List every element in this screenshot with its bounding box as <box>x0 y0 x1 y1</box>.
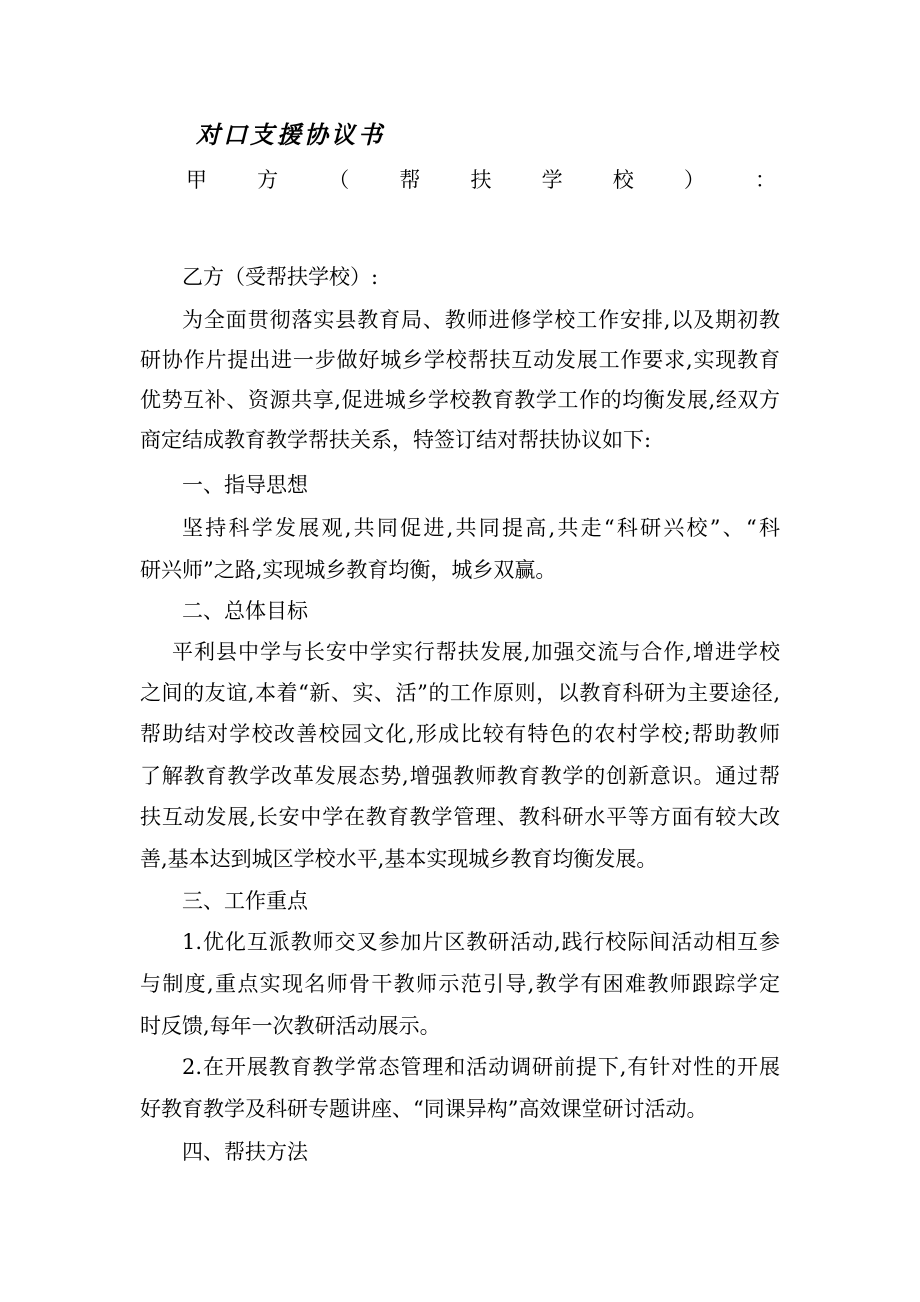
section2-line-6: 善,基本达到城区学校水平,基本实现城乡教育均衡发展。 <box>140 847 658 871</box>
party-a-char: ： <box>755 168 776 192</box>
section1-line-2: 研兴师”之路,实现城乡教育均衡，城乡双赢。 <box>140 558 557 582</box>
item1-line-1: 1.优化互派教师交叉参加片区教研活动,践行校际间活动相互参 <box>182 930 780 954</box>
section2-heading: 二、总体目标 <box>182 599 308 623</box>
party-a-char: 方 <box>257 168 279 192</box>
party-a-char: （ <box>328 168 350 192</box>
document-title: 对口支援协议书 <box>196 120 385 149</box>
item2-line-2: 好教育教学及科研专题讲座、“同课异构”高效课堂研讨活动。 <box>140 1097 708 1121</box>
party-a-char: 甲 <box>186 168 207 192</box>
item1-line-2: 与制度,重点实现名师骨干教师示范引导,教学有困难教师跟踪学定 <box>140 972 780 996</box>
party-a-char: 扶 <box>470 168 492 192</box>
party-a-line <box>186 162 776 196</box>
party-a-char: ） <box>683 168 705 192</box>
section2-line-1: 平利县中学与长安中学实行帮扶发展,加强交流与合作,增进学校 <box>172 640 780 664</box>
section3-heading: 三、工作重点 <box>182 889 308 913</box>
intro-line-2: 研协作片提出进一步做好城乡学校帮扶互动发展工作要求,实现教育 <box>140 348 780 372</box>
section1-heading: 一、指导思想 <box>182 473 308 497</box>
intro-line-4: 商定结成教育教学帮扶关系，特签订结对帮扶协议如下: <box>140 428 652 452</box>
party-b-line: 乙方（受帮扶学校）: <box>182 265 379 289</box>
item2-line-1: 2.在开展教育教学常态管理和活动调研前提下,有针对性的开展 <box>182 1055 780 1079</box>
section2-line-3: 帮助结对学校改善校园文化,形成比较有特色的农村学校;帮助教师 <box>140 722 780 746</box>
intro-line-3: 优势互补、资源共享,促进城乡学校教育教学工作的均衡发展,经双方 <box>140 388 780 412</box>
section2-line-2: 之间的友谊,本着“新、实、活”的工作原则，以教育科研为主要途径, <box>140 681 780 705</box>
section4-heading: 四、帮扶方法 <box>182 1140 308 1164</box>
party-a-char: 学 <box>541 168 563 192</box>
section2-line-5: 扶互动发展,长安中学在教育教学管理、教科研水平等方面有较大改 <box>140 805 780 829</box>
section1-line-1: 坚持科学发展观,共同促进,共同提高,共走“科研兴校”、“科 <box>182 516 780 540</box>
party-a-char: 帮 <box>399 168 421 192</box>
section2-line-4: 了解教育教学改革发展态势,增强教师教育教学的创新意识。通过帮 <box>140 764 780 788</box>
intro-line-1: 为全面贯彻落实县教育局、教师进修学校工作安排,以及期初教 <box>182 308 780 332</box>
item1-line-3: 时反馈,每年一次教研活动展示。 <box>140 1014 441 1038</box>
party-a-char: 校 <box>612 168 634 192</box>
